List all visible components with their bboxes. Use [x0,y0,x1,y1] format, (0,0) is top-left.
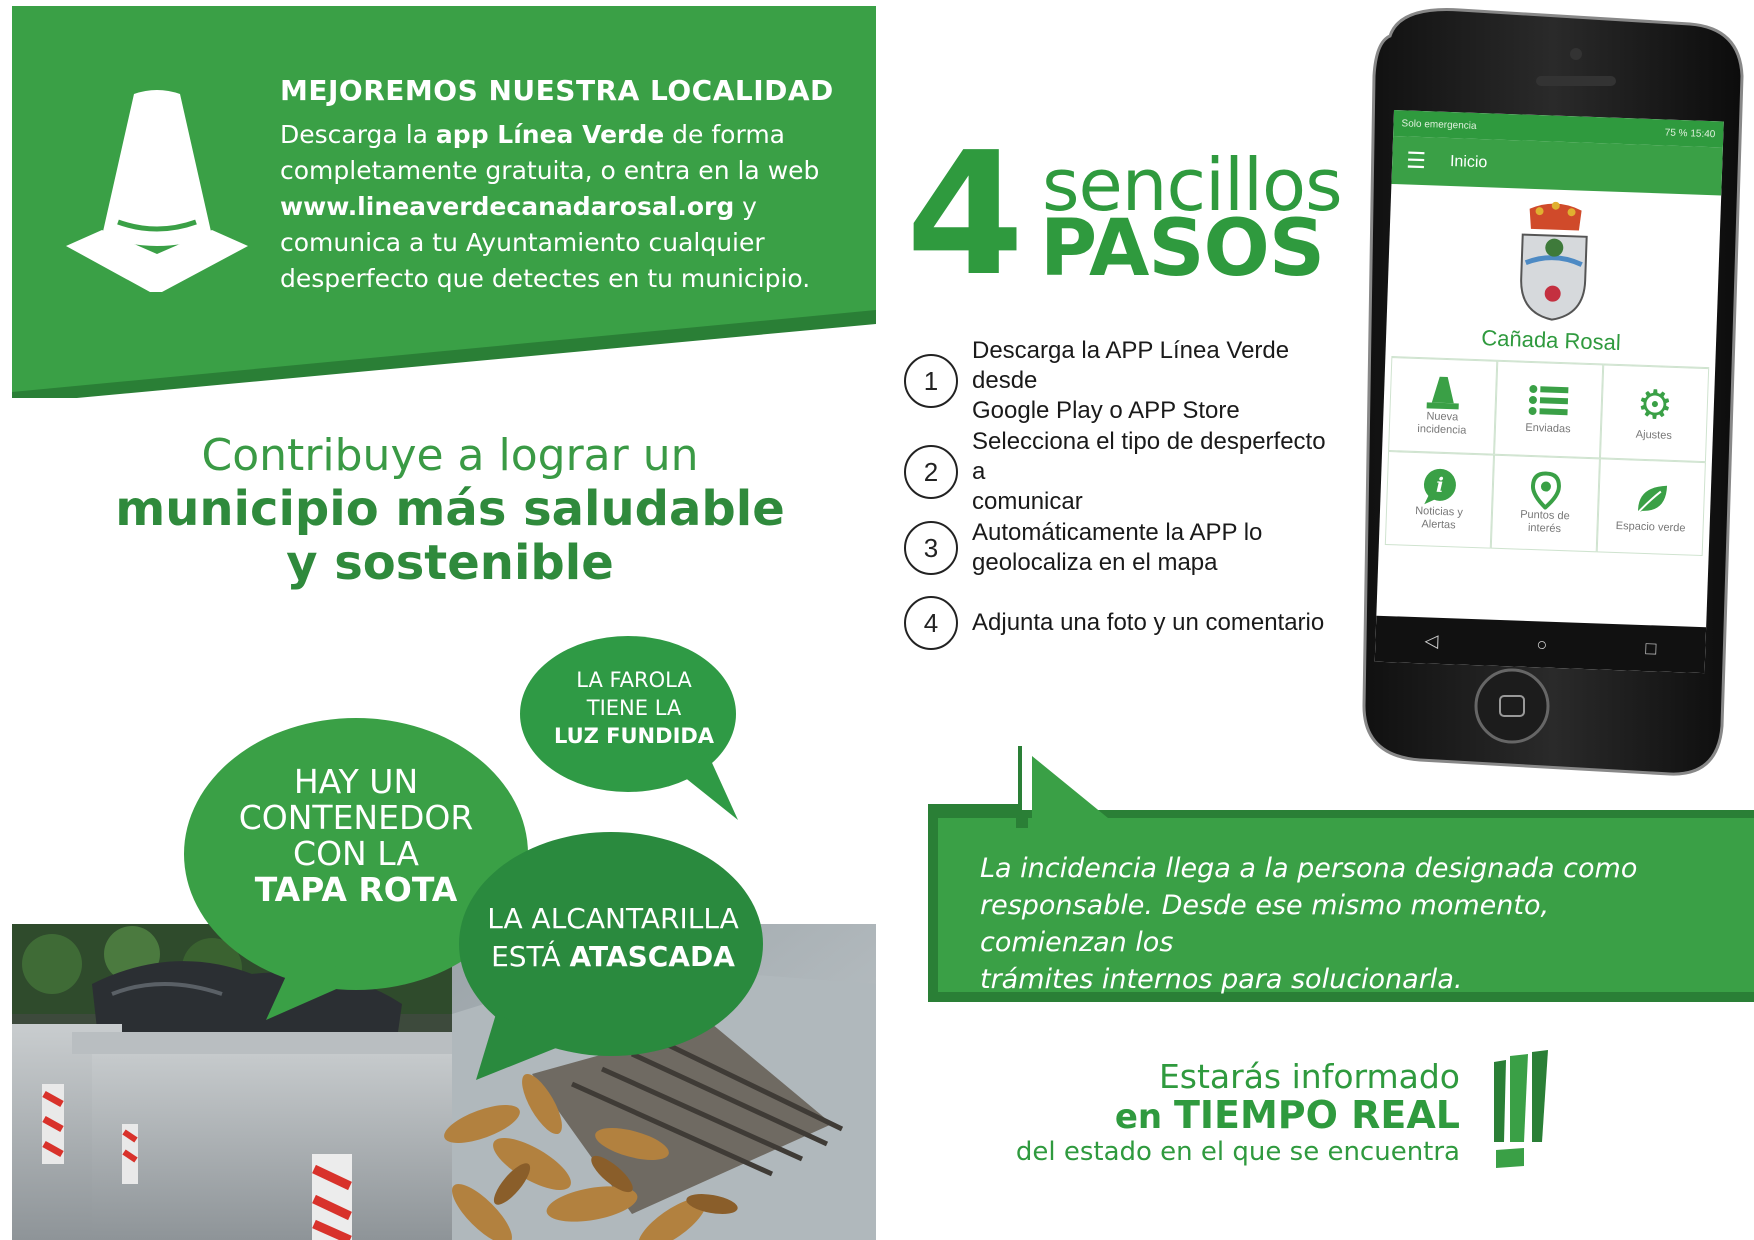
step-1 [904,336,1344,426]
tile-label: Espacio verde [1615,519,1686,534]
step-3-line1: Automáticamente la APP lo [972,519,1263,546]
contenedor-line4: TAPA ROTA [254,870,458,909]
bubble-alcantarilla-text [468,900,758,976]
contenedor-line2: CONTENEDOR [238,798,474,837]
cone-icon [1426,374,1461,411]
farola-line1: LA FAROLA [576,668,692,692]
incidence-text [980,850,1700,998]
step-2-line2: comunicar [972,488,1083,515]
incidence-line2: responsable. Desde ese mismo momento, comienzan los [980,890,1550,958]
alcantarilla-line2a: ESTÁ [491,940,570,973]
tile-label-2: interés [1527,521,1562,536]
contribute-line2: municipio más saludable [115,481,785,537]
bubble-farola-text [528,666,740,750]
menu-icon[interactable]: ☰ [1405,147,1427,174]
traffic-cone-icon [62,86,252,296]
phone-screen [1375,110,1724,673]
steps-word-pasos: PASOS [1040,204,1325,294]
step-2 [904,427,1344,517]
app-bar [1391,136,1722,195]
banner-line4: comunica a tu Ayuntamiento cualquier [280,228,765,257]
leaf-icon [1632,480,1671,517]
alcantarilla-line1: LA ALCANTARILLA [487,902,739,935]
step-number: 4 [904,596,958,650]
status-right: 75 % 15:40 [1664,126,1716,140]
step-3 [904,518,1344,578]
banner-line3c: y [734,192,757,221]
banner-url-link[interactable]: www.lineaverdecanadarosal.org [280,192,735,221]
step-number: 1 [904,354,958,408]
tile-nueva-incidencia[interactable] [1388,357,1497,455]
tile-label: Noticias y [1414,504,1464,519]
tile-label: Enviadas [1525,421,1571,435]
tile-label: Nueva [1426,410,1459,424]
banner-line2: completamente gratuita, o entra en la web [280,156,820,185]
step-4-line1: Adjunta una foto y un comentario [972,609,1325,636]
app-title: Inicio [1449,152,1488,172]
status-left: Solo emergencia [1401,117,1477,132]
contribute-headline [60,430,840,590]
incidence-line1: La incidencia llega a la persona designada como [980,853,1638,884]
tile-ajustes[interactable] [1600,364,1709,462]
incidence-line3: trámites internos para solucionarla. [980,964,1463,995]
town-name: Cañada Rosal [1480,325,1622,356]
steps-number: 4 [906,116,1019,314]
contenedor-line3: CON LA [293,834,419,873]
step-4 [904,596,1344,650]
contribute-line1: Contribuye a lograr un [201,430,699,481]
tile-espacio-verde[interactable] [1597,458,1706,556]
banner-text [280,74,870,297]
informed-line2a: en [1114,1097,1174,1137]
info-icon [1420,467,1459,506]
tile-enviadas[interactable] [1494,361,1603,459]
back-icon[interactable]: ◁ [1424,629,1439,651]
location-pin-icon [1530,471,1561,510]
coat-of-arms-icon [1512,200,1596,323]
tile-label: Ajustes [1635,428,1673,442]
contribute-line3: y sostenible [286,535,614,591]
banner-heading: MEJOREMOS NUESTRA LOCALIDAD [280,74,834,107]
farola-line3: LUZ FUNDIDA [553,724,715,748]
svg-text:i: i [1435,472,1445,497]
exclamation-icon [1488,1050,1558,1170]
step-number: 2 [904,445,958,499]
informed-line2b: TIEMPO REAL [1173,1093,1460,1137]
banner-line1c: de forma [664,120,785,149]
informed-line3: del estado en el que se encuentra [1015,1137,1460,1167]
home-icon[interactable]: ○ [1536,633,1548,655]
informed-line1: Estarás informado [1158,1057,1460,1096]
tile-label: Puntos de [1519,508,1570,523]
banner-app-name: app Línea Verde [435,120,665,149]
step-1-line2: Google Play o APP Store [972,397,1240,424]
banner-line5: desperfecto que detectes en tu municipio. [280,264,811,293]
tile-label-2: incidencia [1417,423,1467,437]
banner-line1a: Descarga la [280,120,436,149]
tile-puntos[interactable] [1491,455,1600,553]
farola-line2: TIENE LA [586,696,682,720]
step-number: 3 [904,521,958,575]
recents-icon[interactable]: □ [1645,637,1657,658]
informed-text [1000,1058,1460,1168]
gear-icon: ⚙ [1636,382,1674,428]
step-2-line1: Selecciona el tipo de desperfecto a [972,428,1326,485]
alcantarilla-line2b: ATASCADA [569,940,735,973]
steps-word-sencillos: sencillos [1042,143,1342,227]
tile-label-2: Alertas [1421,518,1456,532]
tile-noticias[interactable] [1385,451,1494,549]
step-1-line1: Descarga la APP Línea Verde desde [972,337,1290,394]
step-3-line2: geolocaliza en el mapa [972,549,1218,576]
tile-grid [1385,356,1709,556]
list-icon [1528,383,1569,416]
contenedor-line1: HAY UN [293,762,419,801]
